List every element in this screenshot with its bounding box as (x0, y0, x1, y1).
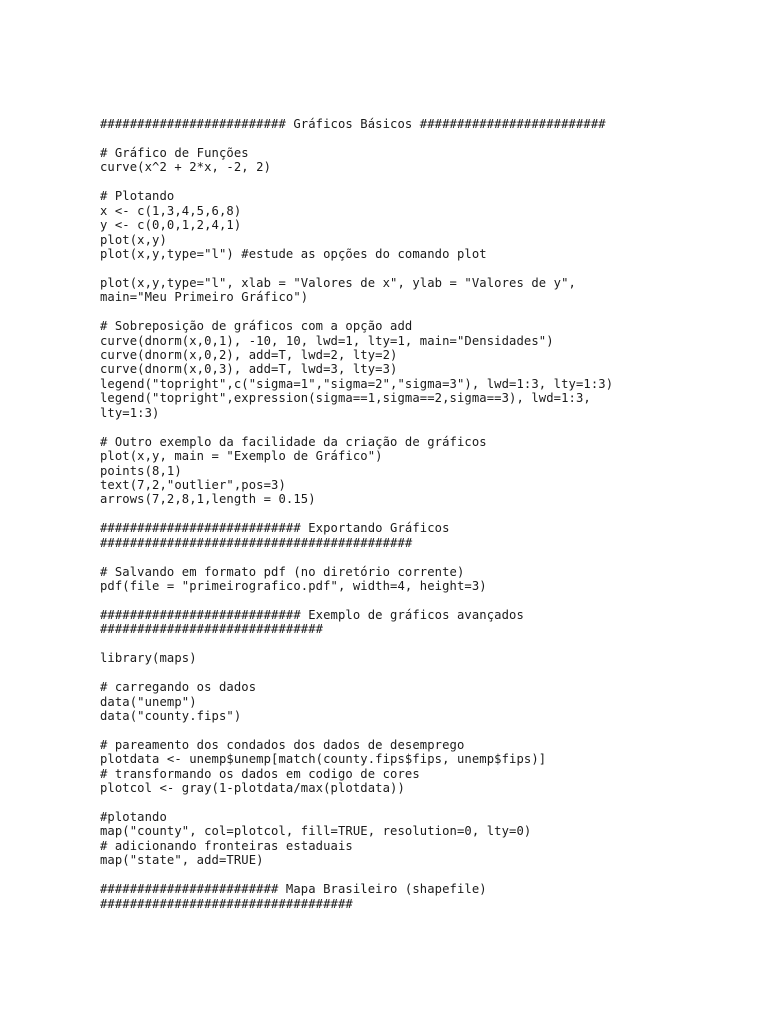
code-line: lty=1:3) (100, 405, 160, 420)
blank-line (100, 131, 740, 145)
code-line: curve(x^2 + 2*x, -2, 2) (100, 160, 272, 175)
section-header-line: ######################### Gráficos Básicos ######################### (100, 117, 606, 131)
blank-line (100, 593, 740, 607)
code-line: plotcol <- gray(1-plotdata/max(plotdata)) (100, 781, 405, 796)
code-line: plot(x,y,type="l") #estude as opções do comando plot (100, 246, 487, 261)
blank-line (100, 175, 740, 189)
blank-line (100, 305, 740, 319)
comment-line: # Gráfico de Funções (100, 145, 249, 160)
section-header-line: ########################################## (100, 535, 413, 550)
code-listing (100, 117, 740, 911)
code-line: legend("topright",c("sigma=1","sigma=2","sigma=3"), lwd=1:3, lty=1:3) (100, 376, 614, 391)
code-line: arrows(7,2,8,1,length = 0.15) (100, 492, 316, 507)
blank-line (100, 637, 740, 651)
code-line: curve(dnorm(x,0,3), add=T, lwd=3, lty=3) (100, 362, 398, 377)
code-line: curve(dnorm(x,0,1), -10, 10, lwd=1, lty=1, main="Densidades") (100, 333, 554, 348)
blank-line (100, 420, 740, 434)
comment-line: # transformando os dados em codigo de cores (100, 766, 420, 781)
code-line: text(7,2,"outlier",pos=3) (100, 477, 286, 492)
comment-line: #plotando (100, 810, 167, 824)
code-line: main="Meu Primeiro Gráfico") (100, 290, 309, 305)
section-header-line: ######################## Mapa Brasileiro (shapefile) (100, 882, 487, 897)
comment-line: # carregando os dados (100, 680, 257, 695)
blank-line (100, 550, 740, 564)
code-line: data("county.fips") (100, 708, 242, 723)
code-line: legend("topright",expression(sigma==1,sigma==2,sigma==3), lwd=1:3, (100, 391, 591, 406)
comment-line: # adicionando fronteiras estaduais (100, 838, 353, 853)
code-line: curve(dnorm(x,0,2), add=T, lwd=2, lty=2) (100, 348, 398, 362)
comment-line: # Sobreposição de gráficos com a opção add (100, 319, 413, 334)
section-header-line: ################################## (100, 896, 353, 911)
code-line: plot(x,y) (100, 232, 167, 247)
code-line: y <- c(0,0,1,2,4,1) (100, 218, 242, 233)
comment-line: # pareamento dos condados dos dados de desemprego (100, 737, 465, 752)
comment-line: # Salvando em formato pdf (no diretório corrente) (100, 564, 465, 579)
code-line: points(8,1) (100, 463, 182, 478)
code-line: map("state", add=TRUE) (100, 853, 264, 868)
section-header-line: ########################### Exemplo de gráficos avançados (100, 607, 524, 622)
code-line: plot(x,y,type="l", xlab = "Valores de x", ylab = "Valores de y", (100, 275, 576, 290)
comment-line: # Plotando (100, 189, 175, 204)
blank-line (100, 723, 740, 737)
blank-line (100, 666, 740, 680)
comment-line: # Outro exemplo da facilidade da criação de gráficos (100, 434, 487, 449)
code-line: data("unemp") (100, 694, 197, 709)
code-line: library(maps) (100, 651, 197, 666)
section-header-line: ############################## (100, 622, 324, 637)
blank-line (100, 261, 740, 275)
code-line: pdf(file = "primeirografico.pdf", width=4, height=3) (100, 579, 487, 593)
blank-line (100, 868, 740, 882)
blank-line (100, 796, 740, 810)
code-line: x <- c(1,3,4,5,6,8) (100, 203, 242, 218)
code-line: plot(x,y, main = "Exemplo de Gráfico") (100, 449, 383, 464)
code-line: map("county", col=plotcol, fill=TRUE, resolution=0, lty=0) (100, 824, 532, 839)
section-header-line: ########################### Exportando Gráficos (100, 521, 450, 536)
blank-line (100, 507, 740, 521)
code-line: plotdata <- unemp$unemp[match(county.fips$fips, unemp$fips)] (100, 752, 547, 767)
